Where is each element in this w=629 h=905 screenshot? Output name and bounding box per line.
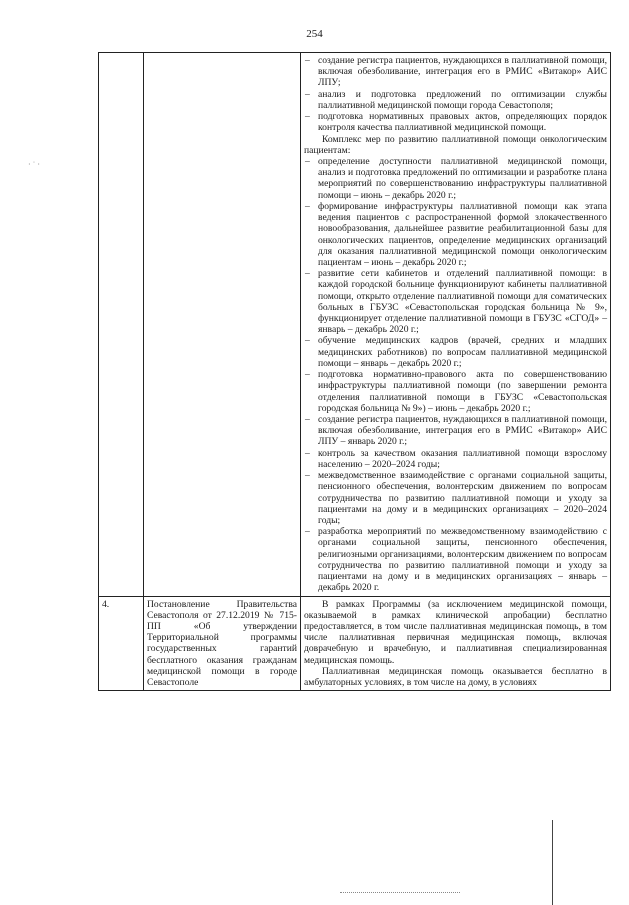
document-cell (144, 53, 301, 597)
measures-cell (301, 53, 611, 597)
list-item: – создание регистра пациентов, нуждающихся в паллиативной помощи, включая обезболивание, интеграция его в РМИС «Витакор» АИС ЛПУ; (304, 55, 607, 89)
scan-artifact: · ˙ · (28, 160, 40, 169)
row-number-cell (99, 53, 144, 597)
list-item: – развитие сети кабинетов и отделений паллиативной помощи: в каждой городской больнице функционируют кабинеты паллиативной помощи, открыто отделение паллиативной помощи для соматических больных в ГБУЗС «Севастопольская городская больница № 9», функционирует отделение паллиативной помощи в ГБУЗС «СГОД» – январь – декабрь 2020 г.; (304, 268, 607, 335)
list-item: – формирование инфраструктуры паллиативной помощи как этапа ведения пациентов с распространенной формой злокачественного новообразования, дальнейшее развитие реабилитационной базы для онкологических пациентов, определение медицинских организаций для оказания паллиативной медицинской помощи онкологическим пациентам – июнь – декабрь 2020 г.; (304, 201, 607, 268)
scan-artifact-dots (340, 892, 460, 894)
scan-artifact-line (552, 820, 553, 905)
page-number: 254 (306, 28, 323, 40)
list-item: – определение доступности паллиативной медицинской помощи, анализ и подготовка предложений по оптимизации и разработке плана мероприятий по совершенствованию инфраструктуры паллиативной помощи – июнь – декабрь 2020 г.; (304, 156, 607, 201)
list-item: – разработка мероприятий по межведомственному взаимодействию с органами социальной защиты, пенсионного обеспечения, религиозными организациями, волонтерским движением по вопросам сотрудничества по развитию паллиативной помощи и уходу за пациентами на дому и в медицинских организациях – январь – декабрь 2020 г. (304, 526, 607, 593)
document-table (98, 52, 611, 691)
list-item: – контроль за качеством оказания паллиативной помощи взрослому населению – 2020–2024 годы; (304, 448, 607, 470)
paragraph: Паллиативная медицинская помощь оказывается бесплатно в амбулаторных условиях, в том числе на дому, в условиях (304, 665, 607, 689)
list-item: – межведомственное взаимодействие с органами социальной защиты, пенсионного обеспечения, волонтерским движением по вопросам сотрудничества по развитию паллиативной помощи и уходу за пациентами на дому и в медицинских организациях – 2020–2024 годы; (304, 470, 607, 526)
table-row (99, 596, 611, 691)
measures-cell (301, 596, 611, 691)
list-item: – обучение медицинских кадров (врачей, средних и младших медицинских работников) по вопросам паллиативной медицинской помощи – январь – декабрь 2020 г.; (304, 335, 607, 369)
paragraph: В рамках Программы (за исключением медицинской помощи, оказываемой в рамках клинической апробации) бесплатно предоставляется, в том числе паллиативная медицинская помощь, в том числе паллиативная первичная медицинская помощь, включая доврачебную и врачебную, и паллиативная специализированная медицинская помощь. (304, 598, 607, 666)
section-heading: Комплекс мер по развитию паллиативной помощи онкологическим пациентам: (304, 133, 607, 156)
list-item: – подготовка нормативных правовых актов, определяющих порядок контроля качества паллиативной медицинской помощи. (304, 111, 607, 133)
row-number-cell: 4. (99, 596, 144, 691)
measures-list-a (304, 55, 607, 134)
list-item: – анализ и подготовка предложений по оптимизации службы паллиативной медицинской помощи города Севастополя; (304, 89, 607, 111)
measures-list-b (304, 156, 607, 594)
table-row (99, 53, 611, 597)
list-item: – подготовка нормативно-правового акта по совершенствованию инфраструктуры паллиативной помощи (по завершении ремонта отделения паллиативной помощи в ГБУЗС «Севастопольская городская больница № 9») – июнь – декабрь 2020 г.; (304, 369, 607, 414)
list-item: – создание регистра пациентов, нуждающихся в паллиативной помощи, включая обезболивание, интеграция его в РМИС «Витакор» АИС ЛПУ – январь 2020 г.; (304, 414, 607, 448)
document-cell: Постановление Правительства Севастополя от 27.12.2019 № 715-ПП «Об утверждении Территориальной программы государственных гарантий бесплатного оказания гражданам медицинской помощи в городе Севастополе (144, 596, 301, 691)
